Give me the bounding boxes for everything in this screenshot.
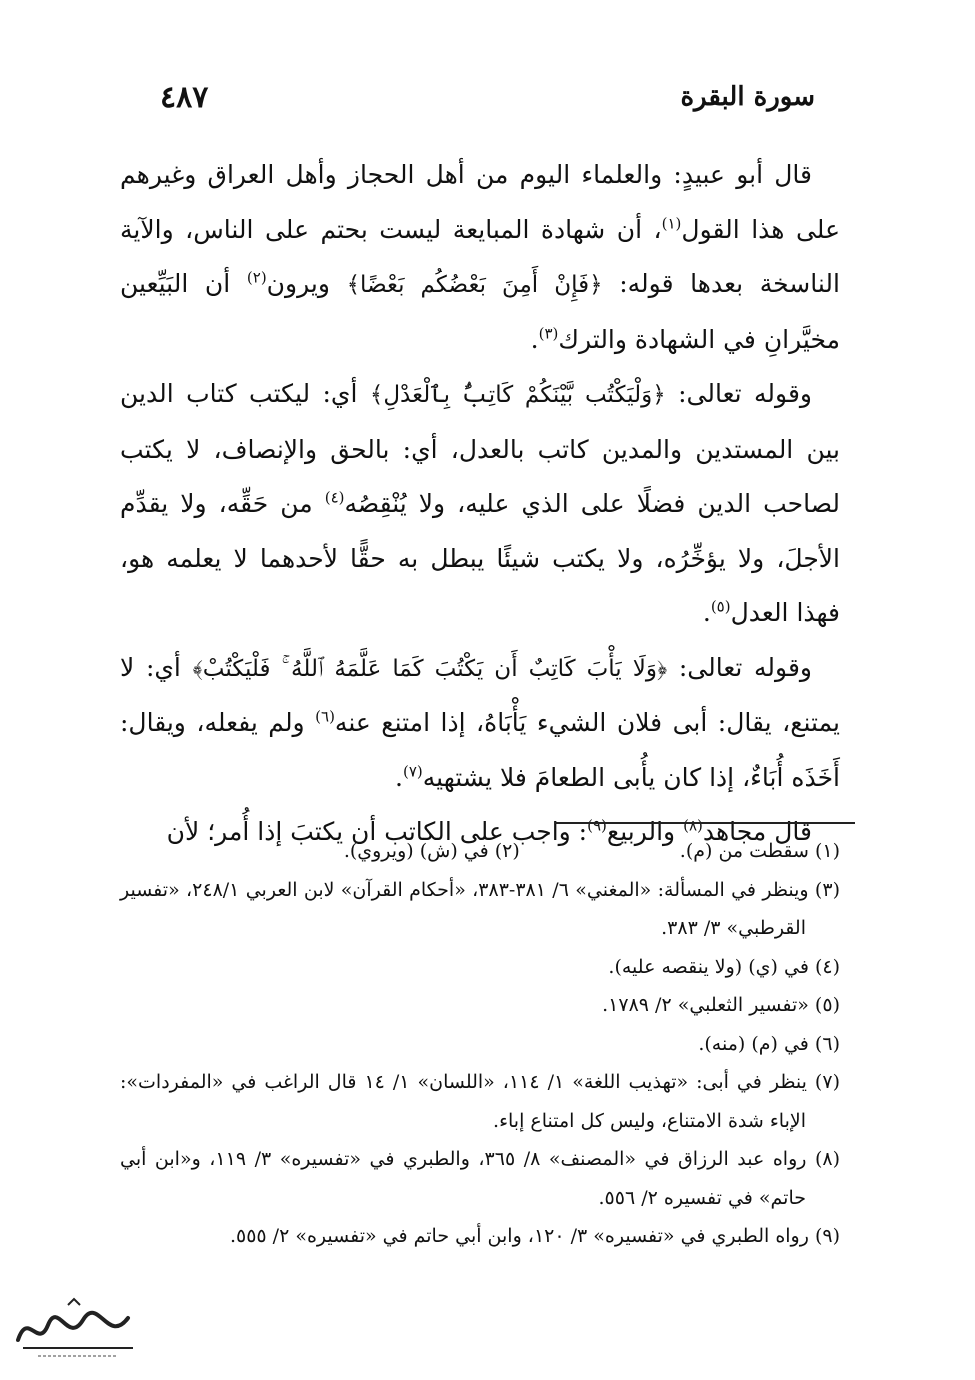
footnote-ref[interactable]: (٢) <box>246 268 267 287</box>
paragraph: قال أبو عبيدٍ: والعلماء اليوم من أهل الحجاز وأهل العراق وغيرهم على هذا القول$^{(١)}$، أن شهادة المبايعة ليست بحتم على الناس، والآية الناسخة بعدها قوله: ﴿فَإِنْ أَمِنَ بَعْضُكُم بَعْضًا﴾ ويرون$^{(٢)}$ أن البَيِّعين مخيَّرانِ في الشهادة والترك$^{(٣)}$. <box>120 160 840 354</box>
footnote-item: (١) سقطت من (م). <box>679 840 840 862</box>
footnote-ref[interactable]: (١) <box>661 214 682 233</box>
footnote-ref[interactable]: (٥) <box>710 597 731 616</box>
publisher-logo <box>8 1290 143 1370</box>
page-number: ٤٨٧ <box>160 80 209 115</box>
main-text <box>120 148 840 860</box>
footnote-item: (٧) ينظر في أبى: «تهذيب اللغة» ١/ ١١٤، «اللسان» ١/ ١٤ قال الراغب في «المفردات»: الإباء شدة الامتناع، وليس كل امتناع إباء. <box>120 1071 840 1132</box>
footnote-row <box>120 832 840 871</box>
quran-verse: ﴿وَلْيَكْتُب بَّيْنَكُمْ كَاتِبٌۢ بِٱلْعَدْلِ﴾ <box>369 382 666 408</box>
surah-header: سورة البقرة <box>680 82 815 112</box>
footnote-item: (٣) وينظر في المسألة: «المغني» ٦/ ٣٨١-٣٨٣، «أحكام القرآن» لابن العربي ٢٤٨/١، «تفسير القرطبي» ٣/ ٣٨٣. <box>120 878 840 939</box>
footnote-item: (٦) في (م) (منه). <box>698 1032 840 1055</box>
footnote-item: (٥) «تفسير الثعلبي» ٢/ ١٧٨٩. <box>602 994 840 1016</box>
footnote-ref[interactable]: (٣) <box>538 324 559 343</box>
footnotes <box>120 832 840 1256</box>
quran-verse: ﴿وَلَا يَأْبَ كَاتِبٌ أَن يَكْتُبَ كَمَا عَلَّمَهُ ٱللَّهُ ۚ فَلْيَكْتُبْ﴾ <box>192 655 668 682</box>
footnote-ref[interactable]: (٧) <box>402 762 423 781</box>
footnote-ref[interactable]: (٦) <box>315 707 335 726</box>
quran-verse: ﴿فَإِنْ أَمِنَ بَعْضُكُم بَعْضًا﴾ <box>346 272 603 298</box>
footnote-ref[interactable]: (٩) <box>587 816 607 835</box>
footnote-ref[interactable]: (٤) <box>324 488 345 507</box>
footnote-item: (٨) رواه عبد الرزاق في «المصنف» ٨/ ٣٦٥، والطبري في «تفسيره» ٣/ ١١٩، و«ابن أبي حاتم» في تفسيره ٢/ ٥٥٦. <box>120 1148 840 1209</box>
paragraph: وقوله تعالى: ﴿وَلَا يَأْبَ كَاتِبٌ أَن يَكْتُبَ كَمَا عَلَّمَهُ ٱللَّهُ ۚ فَلْيَكْتُبْ﴾ أي: لا يمتنع، يقال: أبى فلان الشيء يَأْبَاهُ، إذا امتنع عنه$^{(٦)}$ ولم يفعله، ويقال: أَخَذَه أُبَاءٌ، إذا كان يأُبى الطعامَ فلا يشتهيه$^{(٧)}$. <box>120 652 840 792</box>
footnote-item: (٢) في (ش) (ويروي). <box>343 840 520 862</box>
paragraph: وقوله تعالى: ﴿وَلْيَكْتُب بَّيْنَكُمْ كَاتِبٌۢ بِٱلْعَدْلِ﴾ أي: ليكتب كتاب الدين بين المستدين والمدين كاتب بالعدل، أي: بالحق والإنصاف، لا يكتب لصاحب الدين فضلًا على الذي عليه، ولا يُنْقِصُه$^{(٤)}$ من حَقِّه، ولا يقدِّم الأجلَ، ولا يؤخِّرُه، ولا يكتب شيئًا يبطل به حقًّا لأحدهما لا يعلمه هو، فهذا العدل$^{(٥)}$. <box>120 379 840 627</box>
footnote-divider <box>555 822 855 824</box>
paragraph: قال مجاهد$^{(٨)}$ والربيع$^{(٩)}$: واجب على الكاتب أن يكتبَ إذا أُمر؛ لأن <box>166 816 812 846</box>
footnote-ref[interactable]: (٨) <box>683 816 703 835</box>
footnote-item: (٩) رواه الطبري في «تفسيره» ٣/ ١٢٠، وابن أبي حاتم في «تفسيره» ٢/ ٥٥٥. <box>229 1225 840 1247</box>
footnote-item: (٤) في (ي) (ولا ينقصه عليه). <box>608 955 840 978</box>
